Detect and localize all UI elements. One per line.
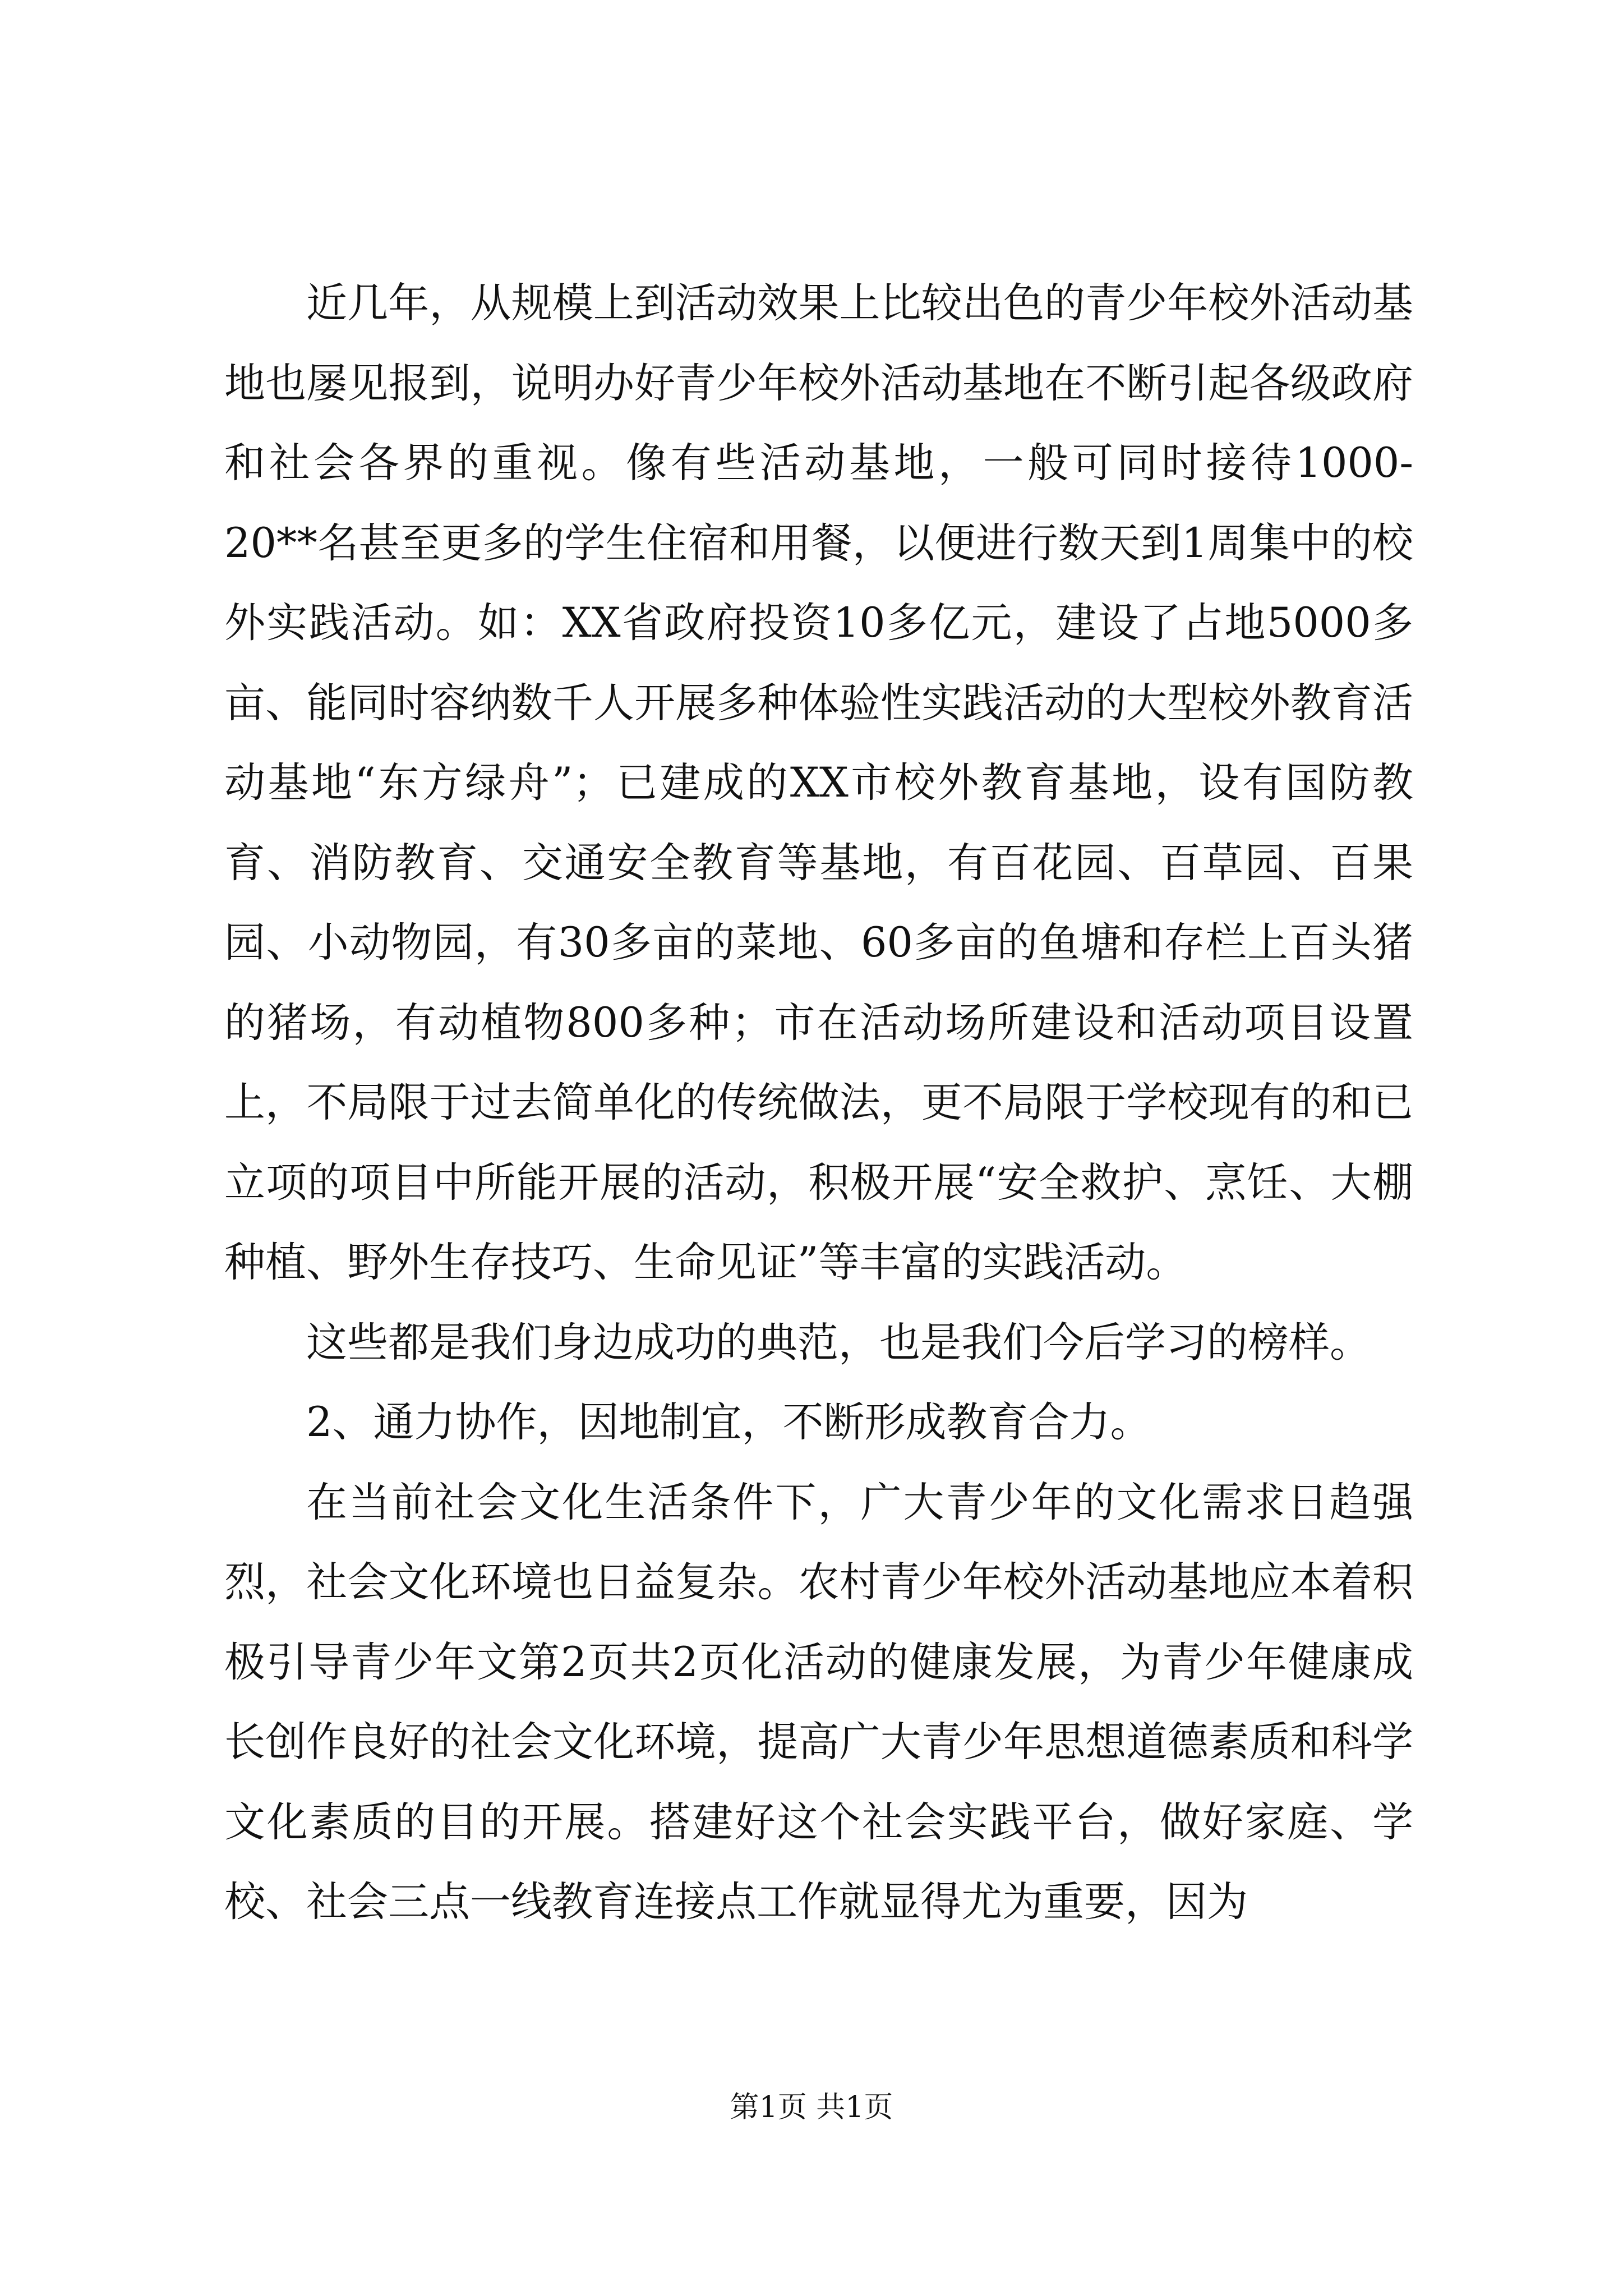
paragraph-base-examples: 近几年，从规模上到活动效果上比较出色的青少年校外活动基地也屡见报到，说明办好青少年校外活动基地在不断引起各级政府和社会各界的重视。像有些活动基地，一般可同时接待1000-20**名甚至更多的学生住宿和用餐，以便进行数天到1周集中的校外实践活动。如：XX省政府投资10多亿元，建设了占地5000多亩、能同时容纳数千人开展多种体验性实践活动的大型校外教育活动基地“东方绿舟”；已建成的XX市校外教育基地，设有国防教育、消防教育、交通安全教育等基地，有百花园、百草园、百果园、小动物园，有30多亩的菜地、60多亩的鱼塘和存栏上百头猪的猪场，有动植物800多种；市在活动场所建设和活动项目设置上，不局限于过去简单化的传统做法，更不局限于学校现有的和已立项的项目中所能开展的活动，积极开展“安全救护、烹饪、大棚种植、野外生存技巧、生命见证”等丰富的实践活动。 [224, 279, 1413, 1286]
page-footer: 第1页 共1页 [730, 2091, 893, 2124]
paragraph-role-models: 这些都是我们身边成功的典范，也是我们今后学习的榜样。 [306, 1318, 1371, 1366]
section-heading-cooperation: 2、通力协作，因地制宜，不断形成教育合力。 [306, 1398, 1151, 1446]
paragraph-cultural-environment: 在当前社会文化生活条件下，广大青少年的文化需求日趋强烈，社会文化环境也日益复杂。农村青少年校外活动基地应本着积极引导青少年文第2页共2页化活动的健康发展，为青少年健康成长创作良好的社会文化环境，提高广大青少年思想道德素质和科学文化素质的目的开展。搭建好这个社会实践平台，做好家庭、学校、社会三点一线教育连接点工作就显得尤为重要，因为 [224, 1478, 1413, 1926]
document-body [224, 264, 1413, 1943]
